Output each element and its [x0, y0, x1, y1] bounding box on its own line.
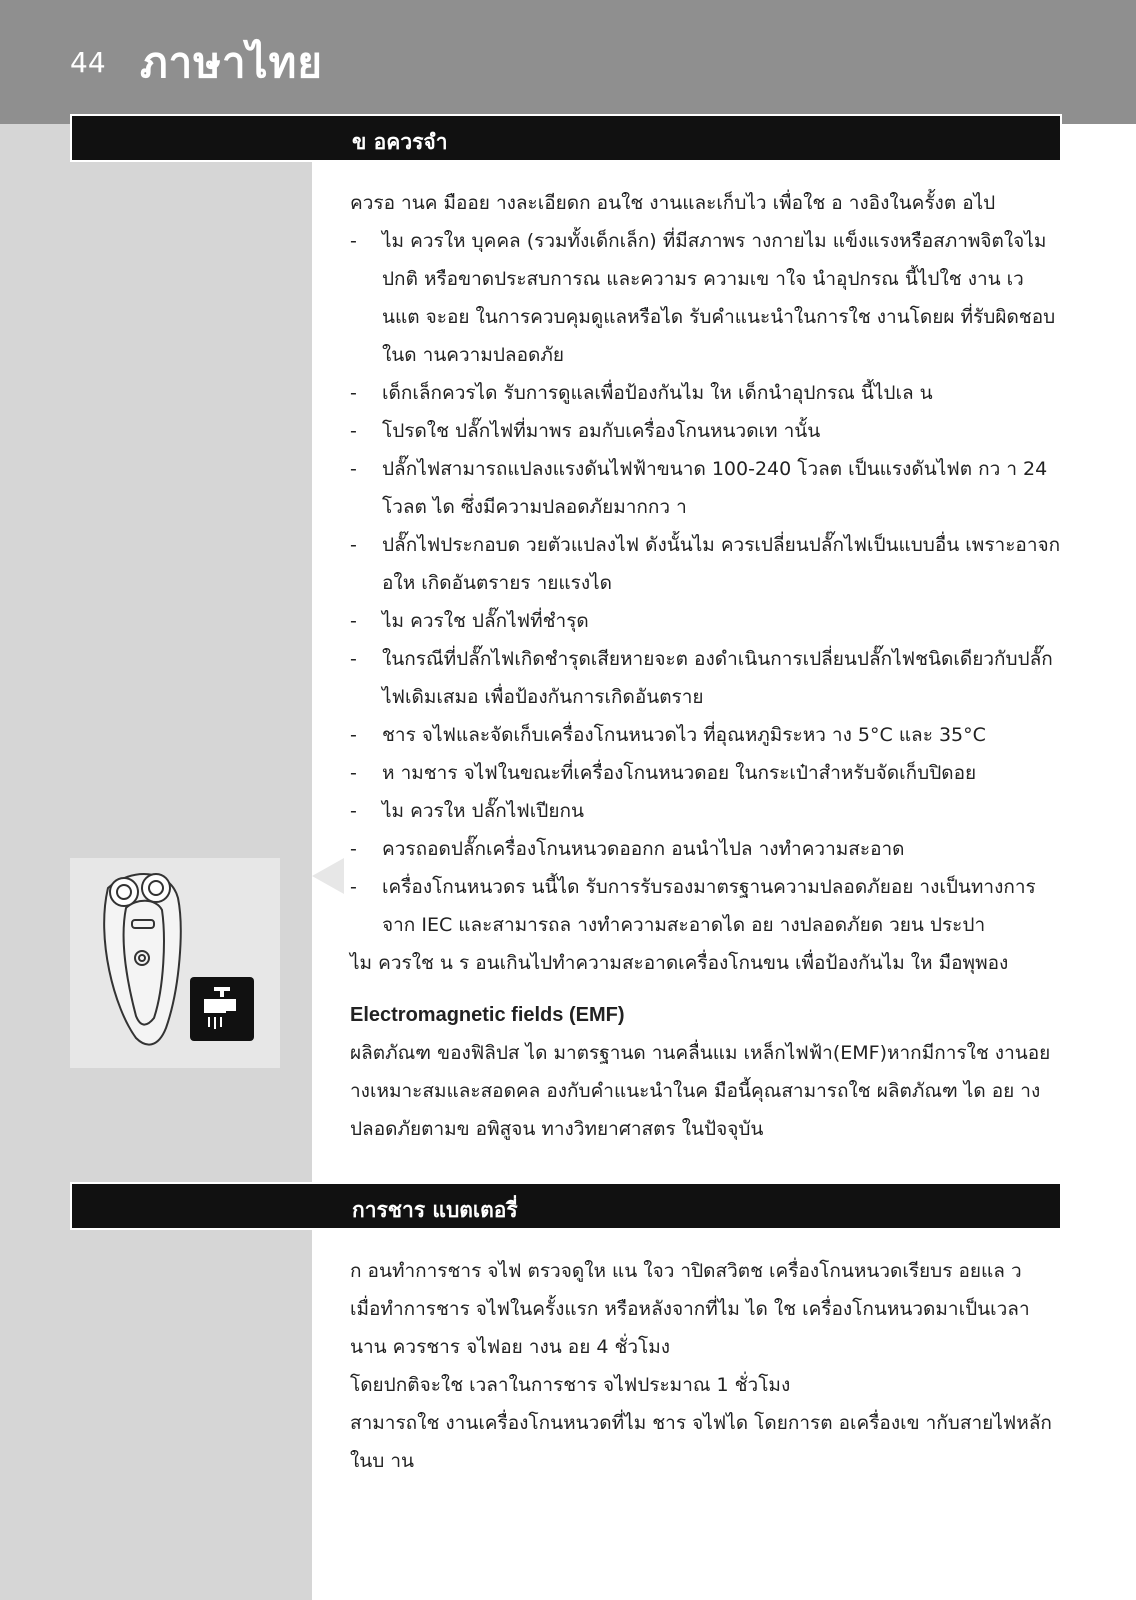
section-title-important: ข อควรจำ	[352, 130, 448, 154]
emf-heading: Electromagnetic fields (EMF)	[350, 1004, 625, 1026]
section-bar-important	[70, 114, 1062, 162]
important-content	[350, 184, 1066, 1148]
figure-pointer	[280, 858, 344, 894]
list-item: - ปลั๊กไฟสามารถแปลงแรงดันไฟฟ้าขนาด 100-240 โวลต เป็นแรงดันไฟต กว า 24 โวลต ได ซึ่งมีความปลอดภัยมากกว า	[350, 450, 1066, 526]
header-band	[0, 0, 1136, 124]
intro-paragraph: ควรอ านค มืออย างละเอียดก อนใช งานและเก็บไว เพื่อใช อ างอิงในครั้งต อไป	[350, 192, 996, 214]
list-item: - ชาร จไฟและจัดเก็บเครื่องโกนหนวดไว ที่อุณหภูมิระหว าง 5°C และ 35°C	[350, 716, 1066, 754]
list-item: - ไม ควรให บุคคล (รวมทั้งเด็กเล็ก) ที่มีสภาพร างกายไม แข็งแรงหรือสภาพจิตใจไม ปกติ หรือขาดประสบการณ และความร ความเข าใจ นำอุปกรณ นี้ไปใช งาน เว นแต จะอย ในการควบคุมดูแลหรือได รับคำแนะนำในการใช งานโดยผ ที่รับผิดชอบในด านความปลอดภัย	[350, 222, 1066, 374]
charging-paragraph: โดยปกติจะใช เวลาในการชาร จไฟประมาณ 1 ชั่วโมง	[350, 1374, 791, 1396]
emf-paragraph: ผลิตภัณฑ ของฟิลิปส ได มาตรฐานด านคลื่นแม เหล็กไฟฟ้า(EMF)หากมีการใช งานอย างเหมาะสมและสอดคล องกับคำแนะนำในค มือนี้คุณสามารถใช ผลิตภัณฑ ได อย างปลอดภัยตามข อพิสูจน ทางวิทยาศาสตร ในปัจจุบัน	[350, 1042, 1051, 1140]
charging-paragraph: ก อนทำการชาร จไฟ ตรวจดูให แน ใจว าปิดสวิตช เครื่องโกนหนวดเรียบร อยแล ว	[350, 1260, 1022, 1282]
list-item: - ในกรณีที่ปลั๊กไฟเกิดชำรุดเสียหายจะต องดำเนินการเปลี่ยนปลั๊กไฟชนิดเดียวกับปลั๊กไฟเดิมเสมอ เพื่อป้องกันการเกิดอันตราย	[350, 640, 1066, 716]
list-item: - ปลั๊กไฟประกอบด วยตัวแปลงไฟ ดังนั้นไม ควรเปลี่ยนปลั๊กไฟเป็นแบบอื่น เพราะอาจก อให เกิดอันตรายร ายแรงได	[350, 526, 1066, 602]
section-title-charging: การชาร แบตเตอรี่	[352, 1198, 518, 1222]
list-item: - เด็กเล็กควรได รับการดูแลเพื่อป้องกันไม ให เด็กนำอุปกรณ นี้ไปเล น	[350, 374, 1066, 412]
list-item: - ไม ควรใช ปลั๊กไฟที่ชำรุด	[350, 602, 1066, 640]
section-bar-charging	[70, 1182, 1062, 1230]
safety-list	[350, 222, 1066, 944]
water-tap-icon	[190, 977, 254, 1041]
list-item: - ไม ควรให ปลั๊กไฟเปียกน	[350, 792, 1066, 830]
charging-paragraph: เมื่อทำการชาร จไฟในครั้งแรก หรือหลังจากที่ไม ได ใช เครื่องโกนหนวดมาเป็นเวลานาน ควรชาร จไฟอย างน อย 4 ชั่วโมง	[350, 1298, 1030, 1358]
list-item: - ควรถอดปลั๊กเครื่องโกนหนวดออกก อนนำไปล างทำความสะอาด	[350, 830, 1066, 868]
charging-content	[350, 1252, 1066, 1480]
charging-paragraph: สามารถใช งานเครื่องโกนหนวดที่ไม ชาร จไฟได โดยการต อเครื่องเข ากับสายไฟหลักในบ าน	[350, 1412, 1052, 1472]
closing-paragraph: ไม ควรใช น ร อนเกินไปทำความสะอาดเครื่องโกนขน เพื่อป้องกันไม ให มือพุพอง	[350, 952, 1009, 974]
list-item: - เครื่องโกนหนวดร นนี้ได รับการรับรองมาตรฐานความปลอดภัยอย างเป็นทางการจาก IEC และสามารถล างทำความสะอาดได อย างปลอดภัยด วยน ประปา	[350, 868, 1066, 944]
list-item: - โปรดใช ปลั๊กไฟที่มาพร อมกับเครื่องโกนหนวดเท านั้น	[350, 412, 1066, 450]
page-number: 44	[70, 46, 106, 79]
list-item: - ห ามชาร จไฟในขณะที่เครื่องโกนหนวดอย ในกระเป๋าสำหรับจัดเก็บปิดอย	[350, 754, 1066, 792]
page-title: ภาษาไทย	[140, 38, 323, 87]
